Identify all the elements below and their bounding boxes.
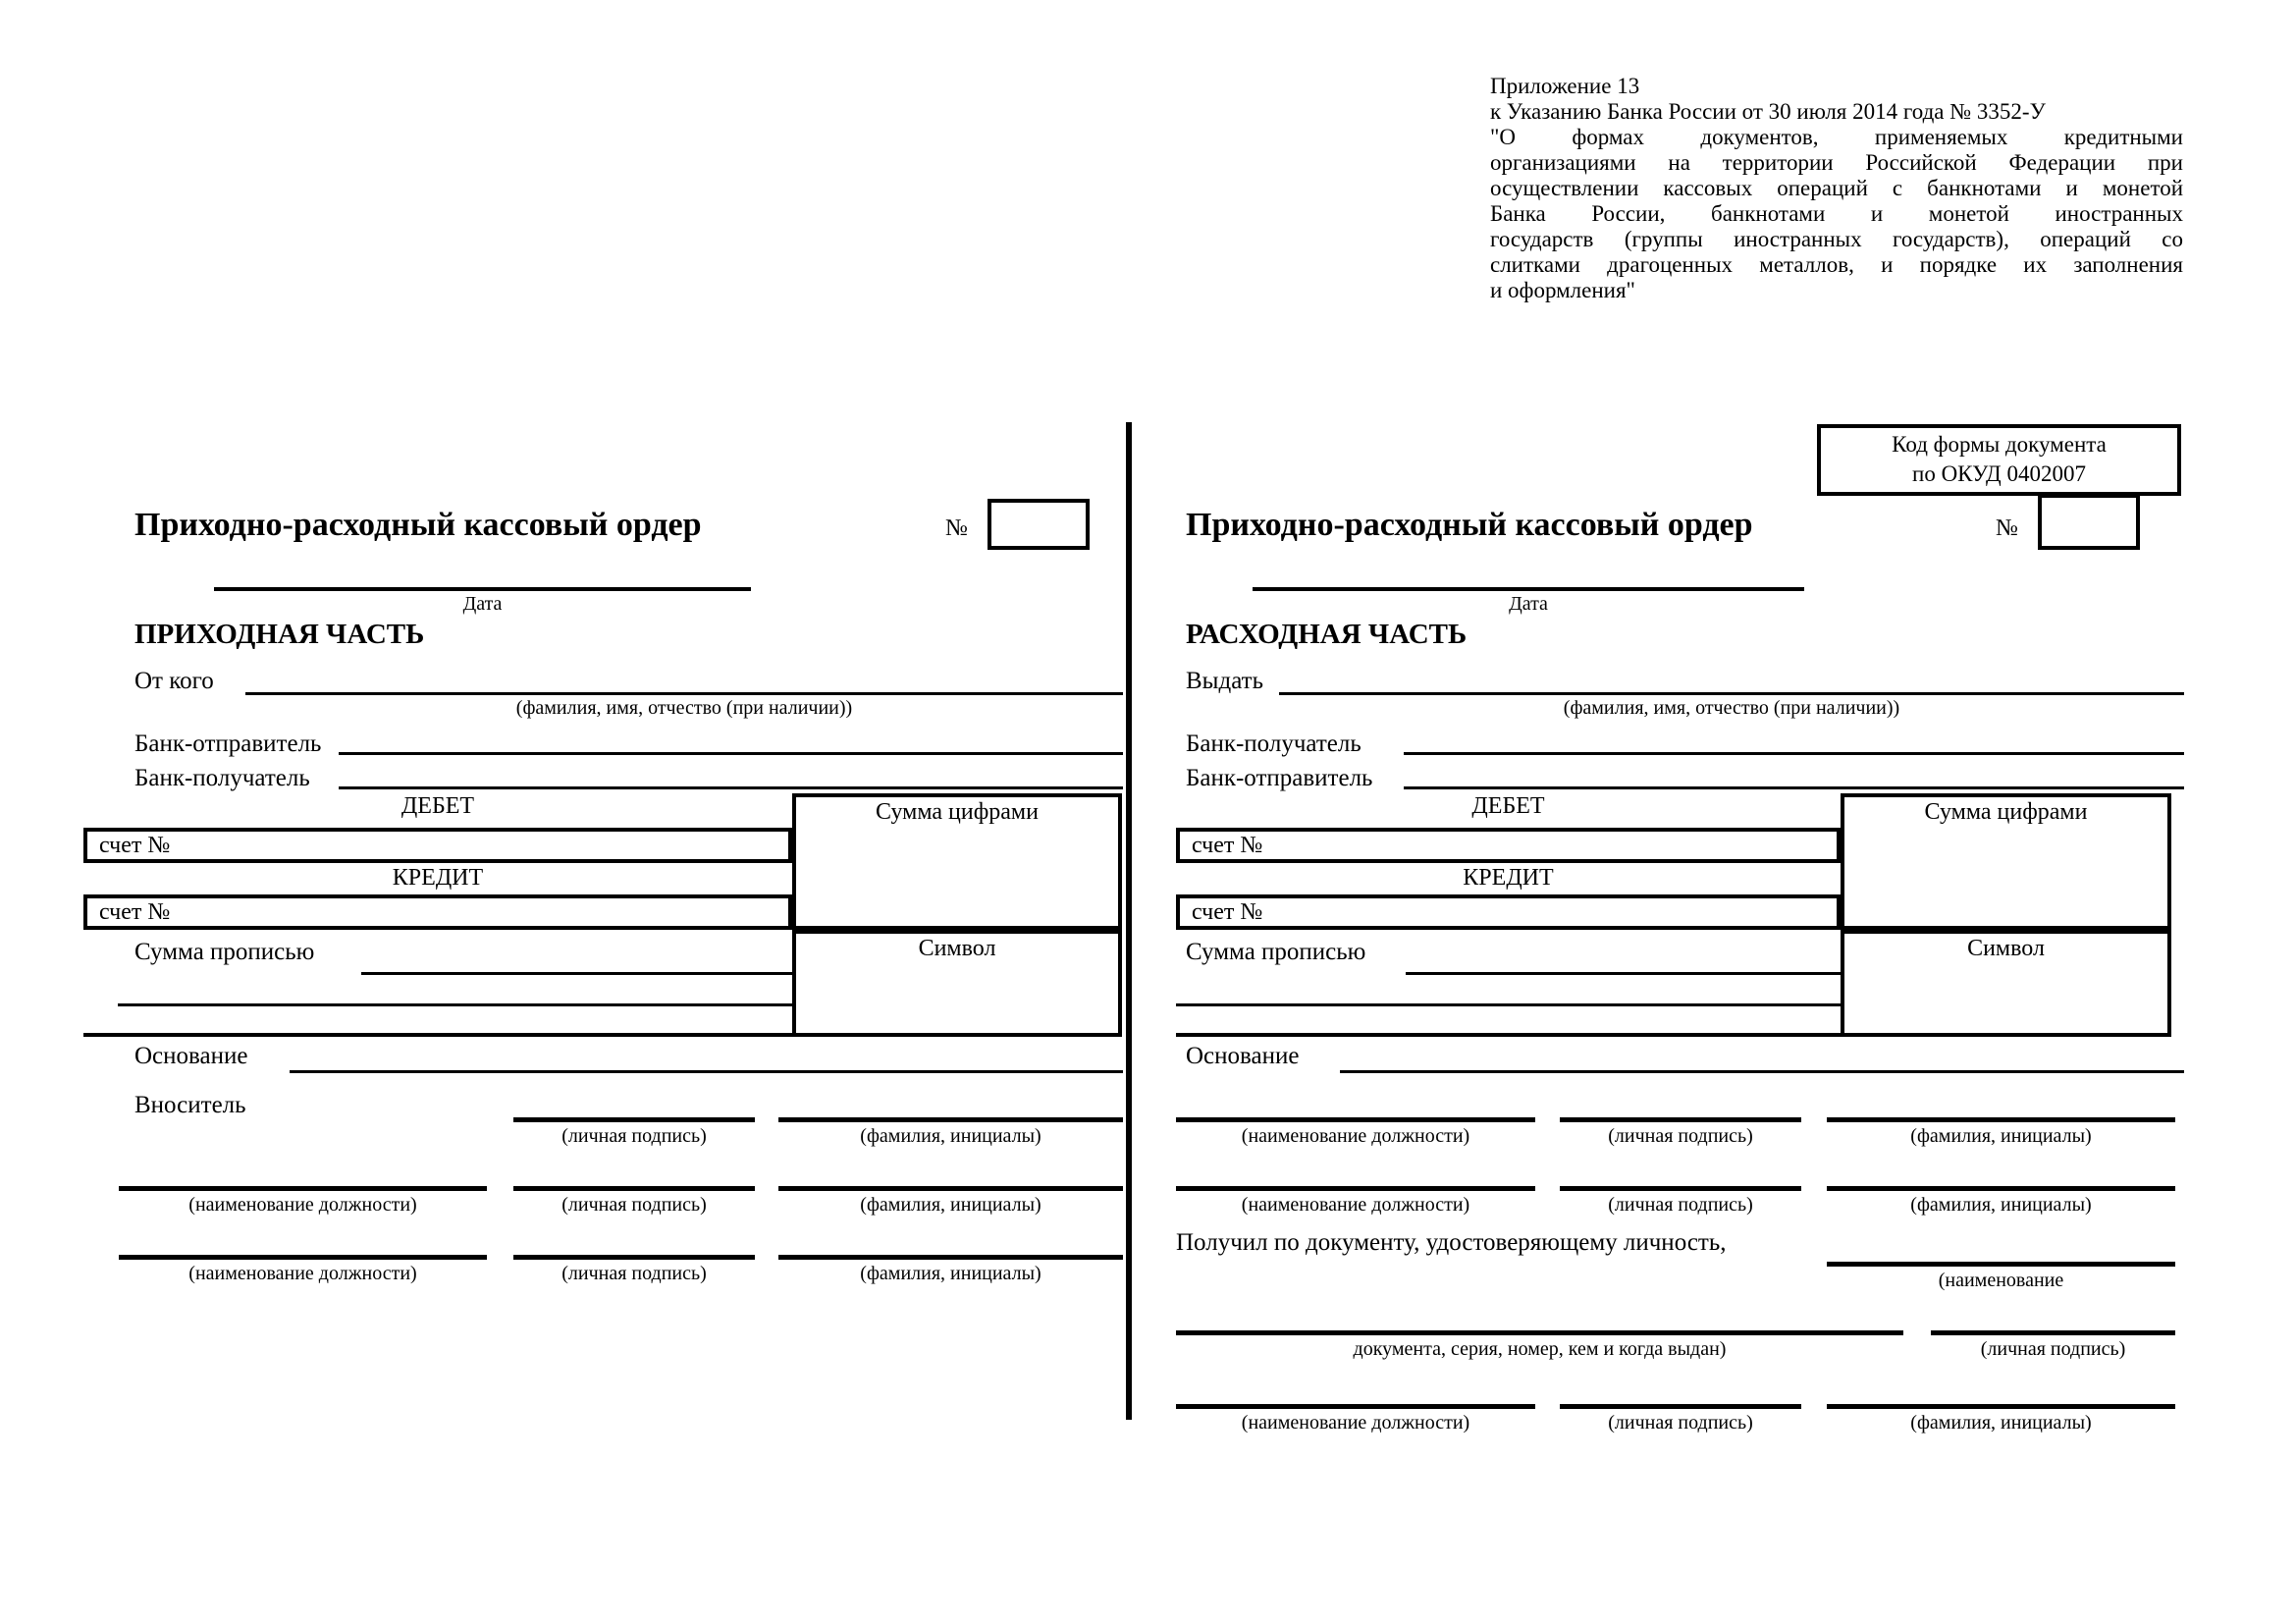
expense-date-caption: Дата [1509, 593, 1548, 615]
expense-sig3-name-field[interactable] [1827, 1404, 2175, 1409]
expense-bank-sender-label: Банк-отправитель [1186, 765, 1373, 791]
income-symbol-label: Символ [918, 936, 996, 961]
income-depositor-label: Вноситель [134, 1092, 246, 1118]
income-sig2-signature-field[interactable] [513, 1186, 755, 1191]
income-sig3-signature-caption: (личная подпись) [561, 1263, 707, 1284]
income-number-field[interactable] [988, 499, 1090, 550]
expense-document-name-caption: (наименование [1938, 1270, 2064, 1291]
appendix-instruction: к Указанию Банка России от 30 июля 2014 года № 3352-У [1490, 99, 2046, 124]
income-amount-digits-label: Сумма цифрами [876, 799, 1039, 825]
expense-sig1-signature-caption: (личная подпись) [1608, 1125, 1753, 1147]
expense-recipient-signature-caption: (личная подпись) [1980, 1338, 2126, 1360]
expense-form-title: Приходно-расходный кассовый ордер [1186, 507, 1753, 543]
income-sig2-signature-caption: (личная подпись) [561, 1194, 707, 1216]
income-sig2-name-field[interactable] [778, 1186, 1123, 1191]
expense-issue-to-label: Выдать [1186, 668, 1263, 694]
appendix-paragraph-line: государств (группы иностранных государств), операций со [1490, 227, 2183, 251]
form-code-label: Код формы документа [1892, 432, 2107, 457]
income-debit-account-label: счет № [99, 833, 171, 858]
expense-sig1-position-field[interactable] [1176, 1117, 1535, 1122]
expense-section-heading: РАСХОДНАЯ ЧАСТЬ [1186, 619, 1468, 650]
expense-sig2-position-field[interactable] [1176, 1186, 1535, 1191]
income-number-sign: № [945, 515, 968, 541]
expense-table-bottom-rule [1176, 1033, 2171, 1037]
expense-credit-header: КРЕДИТ [1463, 865, 1554, 891]
income-debit-account-box[interactable] [83, 828, 792, 863]
expense-document-name-field[interactable] [1827, 1262, 2175, 1267]
income-section-heading: ПРИХОДНАЯ ЧАСТЬ [134, 619, 425, 650]
appendix-paragraph-line: организациями на территории Российской Федерации при [1490, 150, 2183, 175]
expense-sig2-position-caption: (наименование должности) [1241, 1194, 1470, 1216]
expense-basis-field[interactable] [1340, 1070, 2184, 1073]
income-from-whom-field[interactable] [245, 692, 1123, 695]
income-sig3-signature-field[interactable] [513, 1255, 755, 1260]
expense-bank-receiver-label: Банк-получатель [1186, 730, 1362, 757]
income-basis-field[interactable] [290, 1070, 1123, 1073]
appendix-paragraph-line: Банка России, банкнотами и монетой иностранных [1490, 201, 2183, 226]
income-amount-digits-box[interactable] [792, 793, 1122, 930]
income-from-whom-label: От кого [134, 668, 214, 694]
expense-received-by-document-label: Получил по документу, удостоверяющему личность, [1176, 1229, 1727, 1256]
expense-number-field[interactable] [2038, 494, 2140, 550]
income-depositor-name-field[interactable] [778, 1117, 1123, 1122]
appendix-paragraph-line: и оформления" [1490, 278, 1635, 302]
expense-bank-sender-field[interactable] [1404, 786, 2184, 789]
expense-credit-account-box[interactable] [1176, 894, 1841, 930]
expense-sig1-signature-field[interactable] [1560, 1117, 1801, 1122]
expense-debit-account-box[interactable] [1176, 828, 1841, 863]
income-sig2-name-caption: (фамилия, инициалы) [860, 1194, 1041, 1216]
income-bank-receiver-label: Банк-получатель [134, 765, 310, 791]
expense-amount-digits-label: Сумма цифрами [1924, 799, 2088, 825]
income-date-field[interactable] [214, 587, 751, 591]
income-amount-words-label: Сумма прописью [134, 939, 315, 965]
expense-date-field[interactable] [1253, 587, 1804, 591]
income-sig3-name-caption: (фамилия, инициалы) [860, 1263, 1041, 1284]
income-sig3-position-field[interactable] [119, 1255, 487, 1260]
expense-issue-to-field[interactable] [1279, 692, 2184, 695]
expense-symbol-label: Символ [1967, 936, 2045, 961]
income-fio-caption: (фамилия, имя, отчество (при наличии)) [515, 697, 853, 719]
appendix-paragraph-line: слитками драгоценных металлов, и порядке их заполнения [1490, 252, 2183, 277]
expense-sig2-signature-field[interactable] [1560, 1186, 1801, 1191]
expense-document-details-caption: документа, серия, номер, кем и когда выдан) [1353, 1338, 1727, 1360]
expense-document-details-field[interactable] [1176, 1330, 1903, 1335]
expense-sig2-name-caption: (фамилия, инициалы) [1910, 1194, 2092, 1216]
income-date-caption: Дата [462, 593, 503, 615]
appendix-number: Приложение 13 [1490, 74, 1640, 98]
income-depositor-signature-caption: (личная подпись) [561, 1125, 707, 1147]
appendix-paragraph-line: осуществлении кассовых операций с банкнотами и монетой [1490, 176, 2183, 200]
income-sig2-position-caption: (наименование должности) [188, 1194, 417, 1216]
expense-sig2-name-field[interactable] [1827, 1186, 2175, 1191]
income-form-title: Приходно-расходный кассовый ордер [134, 507, 702, 543]
income-symbol-box[interactable] [792, 930, 1122, 1037]
income-amount-words-field[interactable] [361, 972, 792, 975]
expense-number-sign: № [1996, 515, 2018, 541]
income-table-bottom-rule [83, 1033, 1122, 1037]
income-bank-receiver-field[interactable] [339, 786, 1123, 789]
expense-amount-words-field-2[interactable] [1176, 1003, 1841, 1006]
expense-recipient-signature-field[interactable] [1931, 1330, 2175, 1335]
expense-fio-caption: (фамилия, имя, отчество (при наличии)) [1563, 697, 1900, 719]
expense-sig1-name-field[interactable] [1827, 1117, 2175, 1122]
income-sig3-position-caption: (наименование должности) [188, 1263, 417, 1284]
expense-amount-words-label: Сумма прописью [1186, 939, 1366, 965]
form-divider [1126, 422, 1132, 1420]
expense-debit-account-label: счет № [1192, 833, 1263, 858]
expense-sig1-position-caption: (наименование должности) [1241, 1125, 1470, 1147]
expense-sig3-name-caption: (фамилия, инициалы) [1910, 1412, 2092, 1434]
expense-basis-label: Основание [1186, 1043, 1300, 1069]
expense-bank-receiver-field[interactable] [1404, 752, 2184, 755]
expense-sig3-position-field[interactable] [1176, 1404, 1535, 1409]
form-code-box [1817, 424, 2181, 496]
expense-amount-digits-box[interactable] [1841, 793, 2171, 930]
income-basis-label: Основание [134, 1043, 248, 1069]
income-credit-account-label: счет № [99, 899, 171, 925]
appendix-reference-block [1490, 74, 2183, 303]
income-depositor-name-caption: (фамилия, инициалы) [860, 1125, 1041, 1147]
expense-symbol-box[interactable] [1841, 930, 2171, 1037]
form-code-okud: по ОКУД 0402007 [1912, 461, 2086, 486]
income-credit-header: КРЕДИТ [392, 865, 484, 891]
expense-amount-words-field[interactable] [1406, 972, 1841, 975]
expense-sig3-signature-field[interactable] [1560, 1404, 1801, 1409]
expense-debit-header: ДЕБЕТ [1471, 793, 1545, 819]
expense-credit-account-label: счет № [1192, 899, 1263, 925]
expense-sig3-signature-caption: (личная подпись) [1608, 1412, 1753, 1434]
income-bank-sender-label: Банк-отправитель [134, 730, 322, 757]
expense-sig2-signature-caption: (личная подпись) [1608, 1194, 1753, 1216]
expense-sig1-name-caption: (фамилия, инициалы) [1910, 1125, 2092, 1147]
appendix-paragraph-line: "О формах документов, применяемых кредитными [1490, 125, 2183, 149]
expense-sig3-position-caption: (наименование должности) [1241, 1412, 1470, 1434]
income-debit-header: ДЕБЕТ [400, 793, 475, 819]
income-amount-words-field-2[interactable] [118, 1003, 792, 1006]
income-sig3-name-field[interactable] [778, 1255, 1123, 1260]
income-bank-sender-field[interactable] [339, 752, 1123, 755]
income-credit-account-box[interactable] [83, 894, 792, 930]
income-sig2-position-field[interactable] [119, 1186, 487, 1191]
income-depositor-signature-field[interactable] [513, 1117, 755, 1122]
